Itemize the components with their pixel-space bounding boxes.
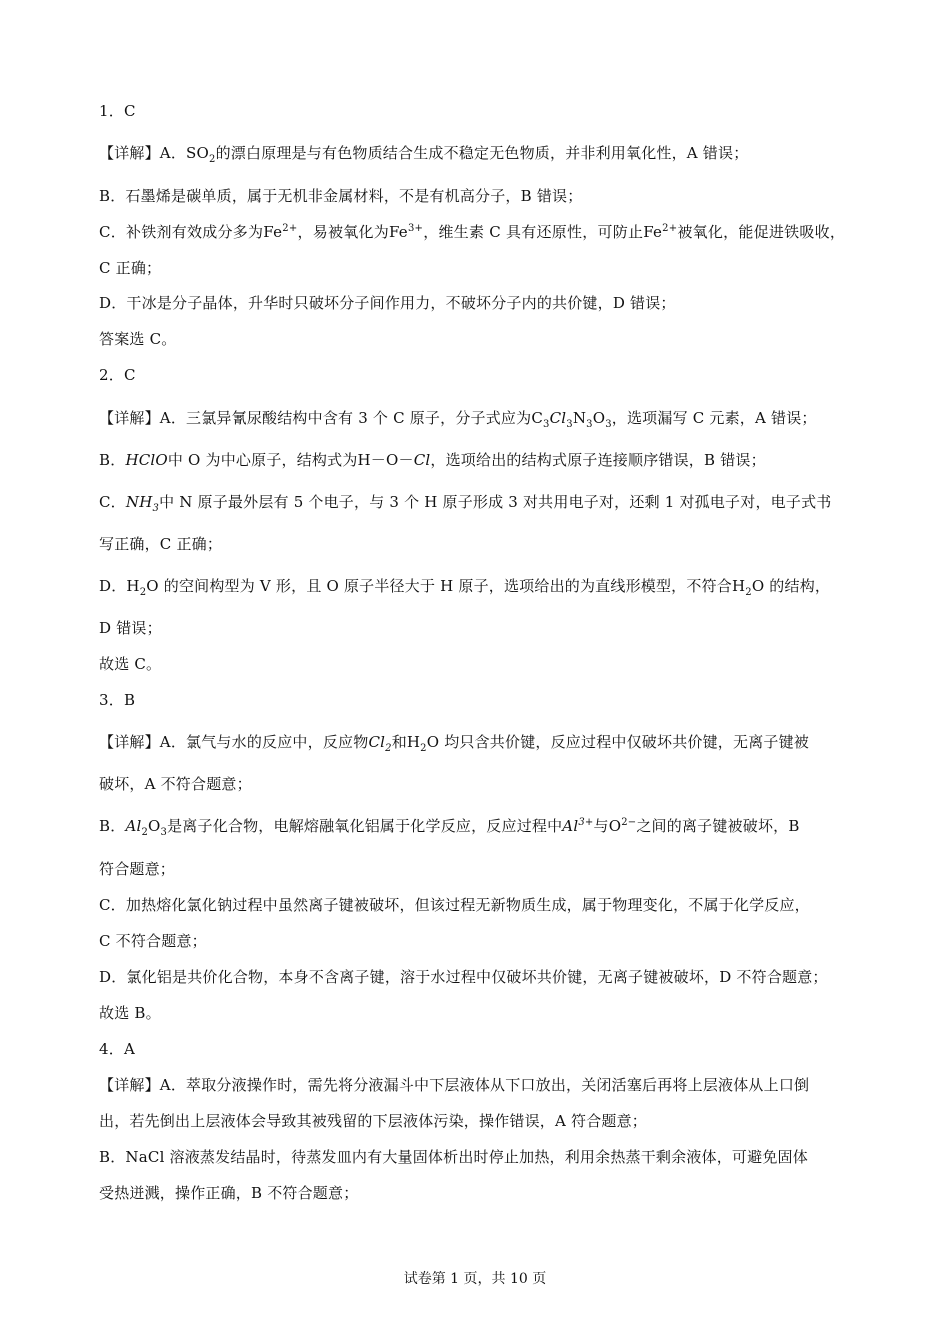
q3-conclusion: 故选 B。	[99, 1004, 161, 1022]
formula-h2o: $H_2$	[731, 577, 752, 598]
q1-explanation-b: B．石墨烯是碳单质，属于无机非金属材料，不是有机高分子，B 错误；	[99, 187, 583, 205]
formula-c3cl3n3o3: $C_3Cl_3N_3O_3$	[531, 409, 612, 430]
q3-explanation-c-cont: C 不符合题意；	[99, 932, 207, 950]
q2-explanation-b: B．HClO中 O 为中心原子，结构式为H－O－Cl，选项给出的结构式原子连接顺序错误，B 错误；	[99, 451, 766, 469]
q3-explanation-c: C．加热熔化氯化钠过程中虽然离子键被破坏，但该过程无新物质生成，属于物理变化，不属于化学反应，	[99, 896, 810, 914]
page-footer: 试卷第 1 页，共 10 页	[403, 1271, 547, 1287]
q1-explanation-d: D．干冰是分子晶体，升华时只破坏分子间作用力，不破坏分子内的共价键，D 错误；	[99, 294, 676, 312]
formula-h2o: $H_2$	[406, 733, 427, 754]
formula-al2o3: $Al_2O_3$	[125, 817, 168, 838]
q2-conclusion: 故选 C。	[99, 655, 162, 673]
q3-explanation-b: B．$Al_2O_3$是离子化合物，电解熔融氧化铝属于化学反应，反应过程中$Al^{3+}$与$O^{2-}$之间的离子键被破坏，B	[99, 817, 800, 838]
q3-explanation-a-cont: 破坏，A 不符合题意；	[99, 775, 252, 793]
q3-explanation-a: 【详解】A．氯气与水的反应中，反应物$Cl_2$和$H_2O$ 均只含共价键，反应过程中仅破坏共价键，无离子键被	[99, 733, 810, 754]
formula-nh3: $NH_3$	[125, 493, 160, 514]
q3-explanation-b-cont: 符合题意；	[99, 860, 176, 878]
q2-explanation-c-cont: 写正确，C 正确；	[99, 535, 223, 553]
q1-explanation-c-cont: C 正确；	[99, 259, 162, 277]
q1-explanation-c: C．补铁剂有效成分多为$Fe^{2+}$，易被氧化为$Fe^{3+}$，维生素 C 具有还原性，可防止$Fe^{2+}$被氧化，能促进铁吸收，	[99, 223, 846, 241]
q2-explanation-a: 【详解】A．三氯异氰尿酸结构中含有 3 个 C 原子，分子式应为$C_3Cl_3N_3O_3$，选项漏写 C 元素，A 错误；	[99, 409, 817, 430]
formula-so2: $SO_2$	[186, 144, 216, 165]
q1-conclusion: 答案选 C。	[99, 330, 177, 348]
text-run: 【详解】A．	[99, 144, 187, 162]
q4-explanation-a: 【详解】A．萃取分液操作时，需先将分液漏斗中下层液体从下口放出，关闭活塞后再将上层液体从上口倒	[99, 1076, 810, 1094]
formula-fe3plus: $Fe^{3+}$	[388, 223, 424, 241]
q2-explanation-c: C．$NH_3$中 N 原子最外层有 5 个电子，与 3 个 H 原子形成 3 对共用电子对，还剩 1 对孤电子对，电子式书	[99, 493, 832, 514]
q3-explanation-d: D．氯化铝是共价化合物，本身不含离子键，溶于水过程中仅破坏共价键，无离子键被破坏，D 不符合题意；	[99, 968, 828, 986]
formula-hclo: HClO	[125, 451, 168, 469]
q4-explanation-b: B．NaCl 溶液蒸发结晶时，待蒸发皿内有大量固体析出时停止加热，利用余热蒸干剩余液体，可避免固体	[99, 1148, 808, 1166]
formula-o2minus: $O^{2-}$	[608, 817, 637, 835]
structural-formula: H－O－Cl	[357, 451, 431, 469]
question-2-answer: 2．C	[99, 366, 136, 384]
question-1-answer: 1．C	[99, 102, 136, 120]
q2-explanation-d-cont: D 错误；	[99, 619, 162, 637]
formula-fe2plus: $Fe^{2+}$	[643, 223, 678, 241]
text-run: 的漂白原理是与有色物质结合生成不稳定无色物质，并非利用氧化性，A 错误；	[215, 144, 749, 162]
q1-explanation-a	[99, 143, 748, 163]
formula-al3plus: $Al^{3+}$	[562, 817, 594, 835]
q4-explanation-a-cont: 出，若先倒出上层液体会导致其被残留的下层液体污染，操作错误，A 符合题意；	[99, 1112, 648, 1130]
q4-explanation-b-cont: 受热迸溅，操作正确，B 不符合题意；	[99, 1184, 359, 1202]
q2-explanation-d: D．$H_2O$ 的空间构型为 V 形，且 O 原子半径大于 H 原子，选项给出的为直线形模型，不符合$H_2O$ 的结构，	[99, 577, 831, 598]
formula-fe2plus: $Fe^{2+}$	[263, 223, 298, 241]
formula-cl2: $Cl_2$	[368, 733, 392, 754]
question-3-answer: 3．B	[99, 691, 136, 709]
question-4-answer: 4．A	[99, 1040, 135, 1058]
